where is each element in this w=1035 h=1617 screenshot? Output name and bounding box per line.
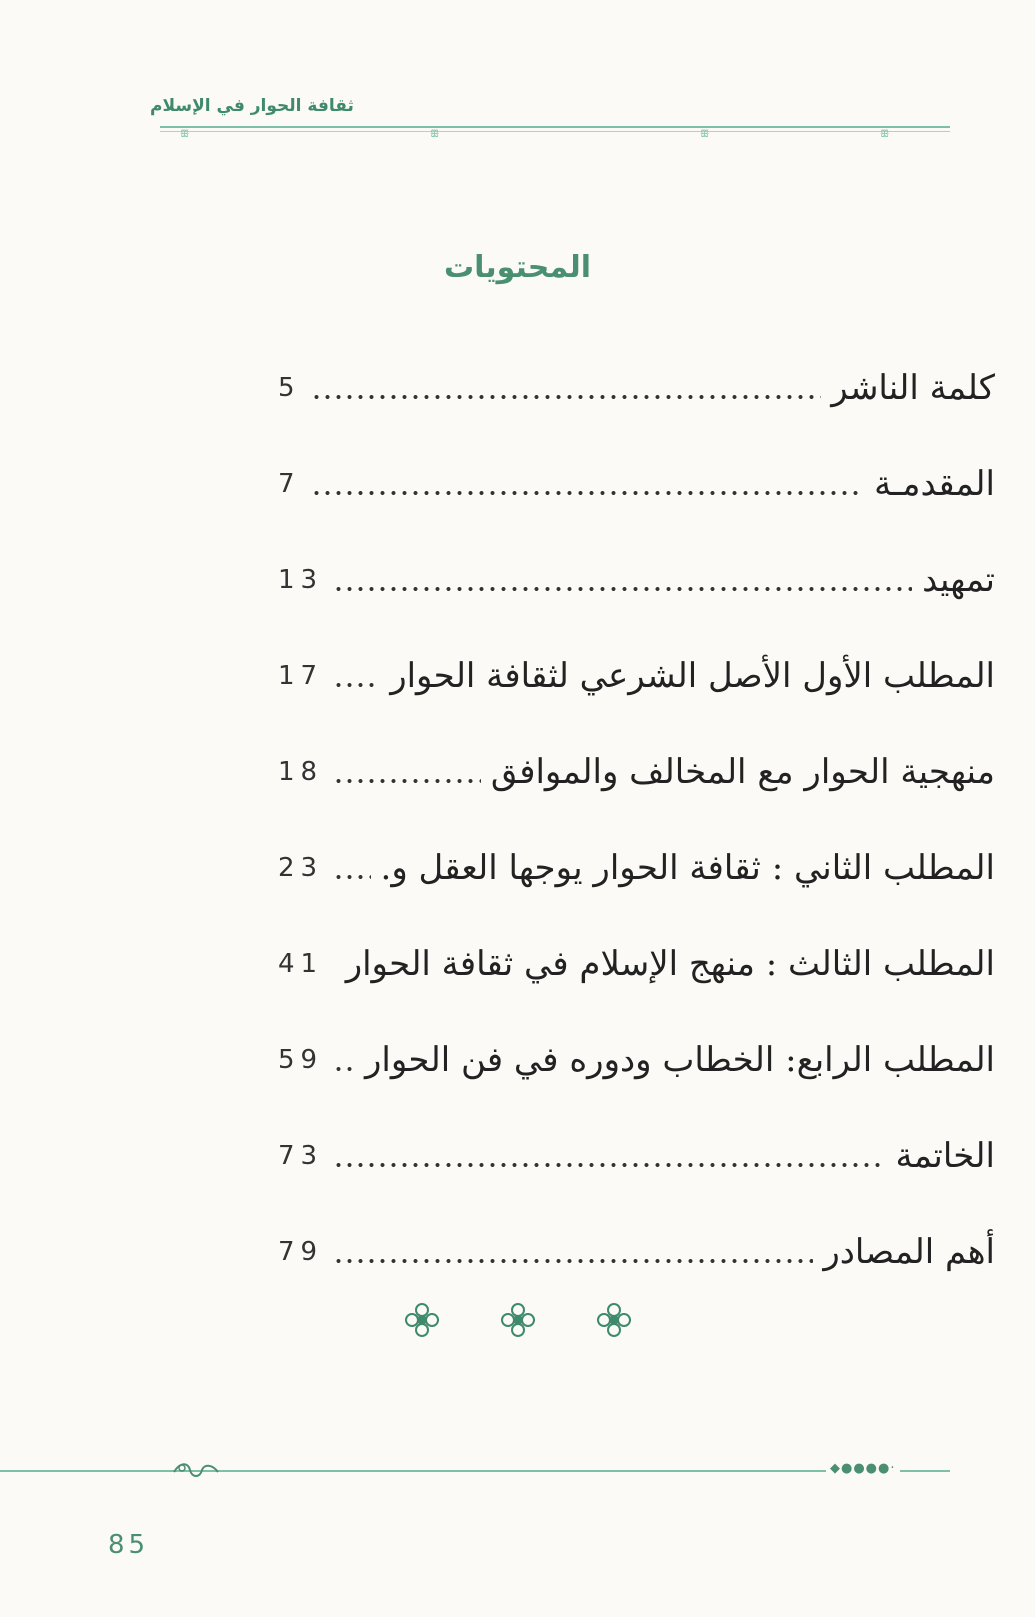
dot-leader (311, 490, 865, 496)
footer-dots-ornament: ◆●●●●· (826, 1461, 900, 1476)
dot-leader (333, 682, 380, 688)
dot-leader (333, 778, 481, 784)
toc-entry-page: 5 (278, 373, 301, 403)
flower-ornament-icon (500, 1302, 536, 1338)
toc-entry-page: 17 (278, 661, 324, 691)
dot-leader (333, 1066, 355, 1072)
header-ornament-icon: ꕥ (700, 129, 710, 140)
header-rule (160, 126, 950, 128)
toc-entry-page: 59 (278, 1045, 324, 1075)
toc-entry[interactable] (278, 1108, 995, 1204)
toc-entry-page: 7 (278, 469, 301, 499)
toc-entry[interactable] (278, 916, 995, 1012)
footer-rule (0, 1470, 950, 1472)
toc-entry-page: 41 (278, 949, 324, 979)
toc-entry[interactable] (278, 820, 995, 916)
dot-leader (333, 586, 912, 592)
toc-entry-label: المطلب الأول الأصل الشرعي لثقافة الحوار (390, 656, 995, 696)
dot-leader (333, 970, 336, 976)
toc-entry[interactable] (278, 1204, 995, 1300)
toc-entry-label: المقدمـة (874, 464, 995, 504)
toc-entry[interactable] (278, 436, 995, 532)
toc-title: المحتويات (443, 250, 591, 285)
dot-leader (333, 874, 370, 880)
toc-entry-page: 79 (278, 1237, 324, 1267)
scroll-flourish-icon (172, 1460, 220, 1482)
toc-entry-label: منهجية الحوار مع المخالف والموافق (490, 752, 995, 792)
ornament-row (0, 1302, 1035, 1338)
toc-entry-page: 18 (278, 757, 324, 787)
header-ornament-icon: ꕥ (180, 129, 190, 140)
toc-entry-label: الخاتمة (895, 1136, 995, 1176)
toc-entry[interactable] (278, 628, 995, 724)
toc-list (278, 340, 995, 1300)
dot-leader (333, 1162, 885, 1168)
toc-entry-page: 73 (278, 1141, 324, 1171)
toc-entry[interactable] (278, 724, 995, 820)
flower-ornament-icon (404, 1302, 440, 1338)
toc-entry-label: أهم المصادر (823, 1232, 995, 1272)
toc-entry[interactable] (278, 1012, 995, 1108)
toc-entry-page: 23 (278, 853, 324, 883)
toc-entry-label: كلمة الناشر (831, 368, 995, 408)
toc-entry-label: المطلب الثالث : منهج الإسلام في ثقافة الحوار (345, 944, 995, 984)
running-header-title: ثقافة الحوار في الإسلام (150, 96, 354, 116)
header-ornament-icon: ꕥ (880, 129, 890, 140)
toc-entry[interactable] (278, 340, 995, 436)
page-number: 85 (108, 1530, 150, 1560)
toc-entry-page: 13 (278, 565, 324, 595)
toc-entry[interactable] (278, 532, 995, 628)
dot-leader (333, 1258, 813, 1264)
flower-ornament-icon (596, 1302, 632, 1338)
dot-leader (311, 394, 822, 400)
header-ornament-icon: ꕥ (430, 129, 440, 140)
toc-entry-label: تمهيد (922, 560, 995, 600)
toc-entry-label: المطلب الرابع: الخطاب ودوره في فن الحوار (365, 1040, 995, 1080)
toc-entry-label: المطلب الثاني : ثقافة الحوار يوجها العقل و. (380, 848, 995, 888)
